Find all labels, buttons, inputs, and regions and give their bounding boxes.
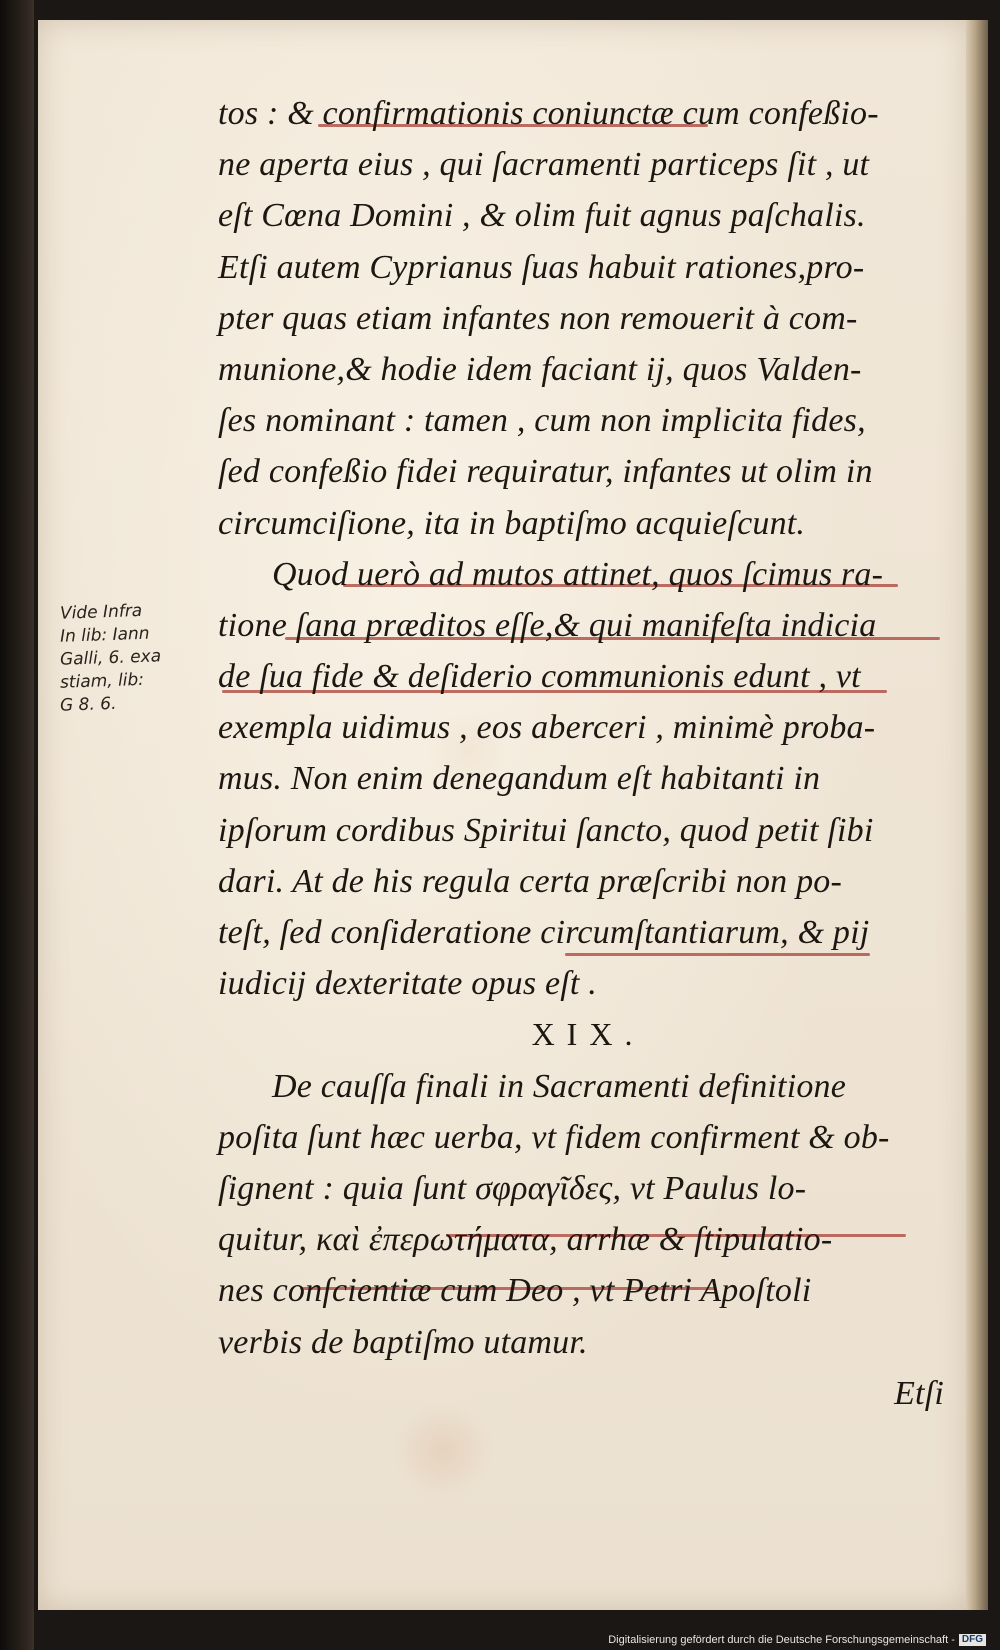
text-line: ſes nominant : tamen , cum non implicita fides, bbox=[218, 402, 866, 440]
body-text bbox=[218, 88, 958, 1419]
text-line: exempla uidimus , eos aberceri , minimè proba- bbox=[218, 709, 876, 747]
text-line: munione,& hodie idem faciant ij, quos Valden- bbox=[218, 350, 862, 388]
text-line: mus. Non enim denegandum eſt habitanti in bbox=[218, 760, 821, 798]
scan-backdrop bbox=[0, 0, 34, 1650]
margin-note-line: In lib: Iann bbox=[59, 623, 150, 647]
text-line: circumciſione, ita in baptiſmo acquieſcunt. bbox=[218, 504, 806, 542]
text-line: de ſua fide & deſiderio communionis edunt , vt bbox=[218, 658, 861, 696]
text-line: De cauſſa finali in Sacramenti definitione bbox=[272, 1067, 847, 1105]
margin-note-line: stiam, lib: bbox=[59, 669, 145, 693]
text-line: eſt Cœna Domini , & olim fuit agnus paſchalis. bbox=[218, 197, 866, 235]
text-line: dari. At de his regula certa præſcribi non po- bbox=[218, 862, 843, 900]
text-line: tos : & confirmationis coniunctæ cum confeßio- bbox=[218, 95, 879, 132]
text-line: pter quas etiam infantes non remouerit à com- bbox=[218, 299, 858, 337]
text-line: nes conſcientiæ cum Deo , vt Petri Apoſtoli bbox=[218, 1272, 812, 1310]
text-line: verbis de baptiſmo utamur. bbox=[218, 1323, 588, 1361]
text-line: tione ſana præditos eſſe,& qui manifeſta indicia bbox=[218, 606, 877, 644]
margin-note-line: Galli, 6. exa bbox=[59, 646, 162, 670]
digitization-credit bbox=[608, 1634, 986, 1646]
text-line: ſed confeßio fidei requiratur, infantes ut olim in bbox=[218, 453, 873, 491]
catchword: Etſi bbox=[894, 1374, 944, 1412]
text-line: teſt, ſed conſideratione circumſtantiarum, & pij bbox=[218, 914, 870, 951]
margin-note-line: G 8. 6. bbox=[59, 693, 117, 716]
text-line: iudicij dexteritate opus eſt . bbox=[218, 965, 597, 1003]
dfg-logo: DFG bbox=[959, 1634, 986, 1646]
text-line: poſita ſunt hæc uerba, vt fidem confirment & ob- bbox=[218, 1118, 890, 1156]
text-line: Quod uerò ad mutos attinet, quos ſcimus ra- bbox=[272, 555, 884, 593]
text-line: ne aperta eius , qui ſacramenti particeps ſit , ut bbox=[218, 146, 870, 184]
handwritten-margin-note bbox=[60, 600, 220, 715]
credit-text: Digitalisierung gefördert durch die Deutsche Forschungsgemeinschaft - bbox=[608, 1634, 955, 1646]
text-line: ipſorum cordibus Spiritui ſancto, quod petit ſibi bbox=[218, 811, 874, 849]
text-line: Etſi autem Cyprianus ſuas habuit rationes,pro- bbox=[218, 248, 865, 286]
section-heading: XIX. bbox=[531, 1016, 645, 1053]
page-edge bbox=[966, 20, 988, 1610]
text-line: ſignent : quia ſunt σφραγῖδες, vt Paulus lo- bbox=[218, 1169, 807, 1207]
text-line: quitur, καὶ ἐπερωτήματα, arrhæ & ſtipulatio- bbox=[218, 1221, 833, 1259]
margin-note-line: Vide Infra bbox=[59, 600, 143, 624]
